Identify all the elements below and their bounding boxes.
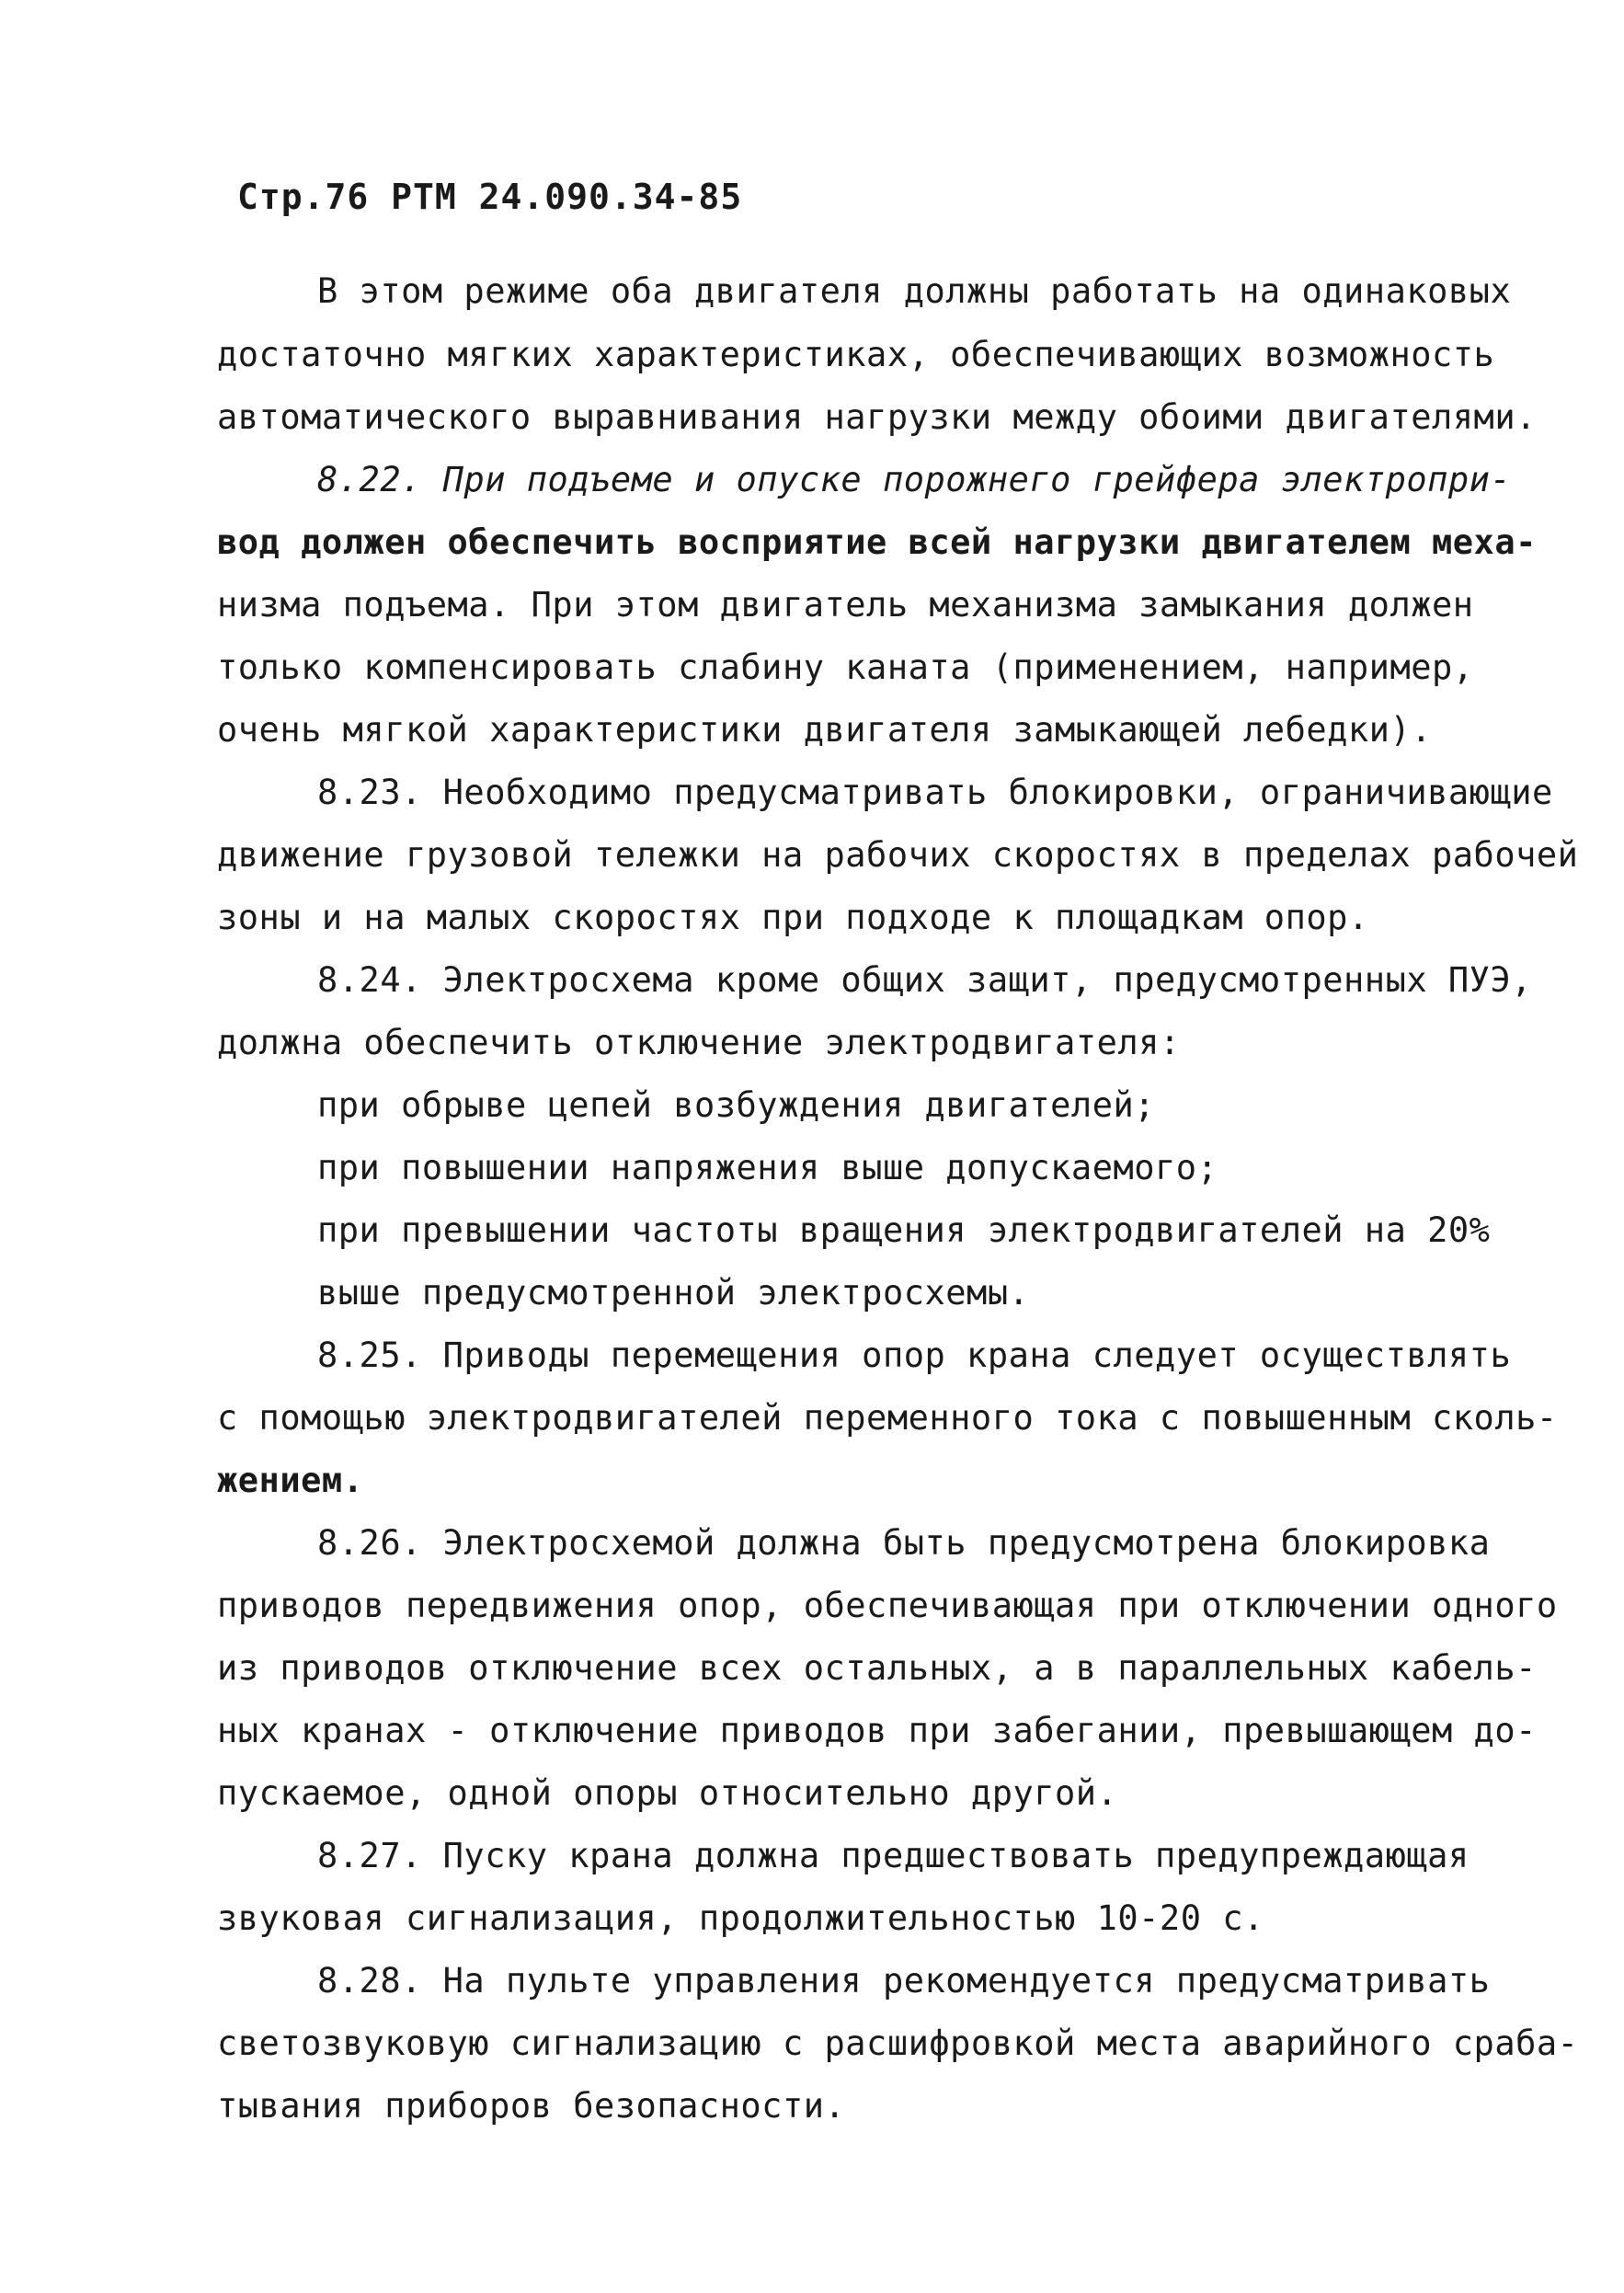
- text-line: звуковая сигнализация, продолжительностью 10-20 с.: [217, 1898, 1264, 1938]
- text-line: тывания приборов безопасности.: [217, 2086, 846, 2126]
- text-line: только компенсировать слабину каната (применением, например,: [217, 648, 1474, 687]
- text-line: зоны и на малых скоростях при подходе к площадкам опор.: [217, 898, 1369, 937]
- text-line: 8.25. Приводы перемещения опор крана следует осуществлять: [317, 1336, 1512, 1375]
- text-line: 8.22. При подъеме и опуске порожнего грейфера электропри-: [317, 460, 1512, 499]
- text-line: В этом режиме оба двигателя должны работать на одинаковых: [317, 271, 1512, 311]
- text-line: 8.23. Необходимо предусматривать блокировки, ограничивающие: [317, 773, 1553, 812]
- text-line: жением.: [217, 1461, 364, 1500]
- page-header: Стр.76 РТМ 24.090.34-85: [237, 177, 743, 217]
- text-line: 8.28. На пульте управления рекомендуется предусматривать: [317, 1961, 1491, 2001]
- text-line: светозвуковую сигнализацию с расшифровкой места аварийного сраба-: [217, 2024, 1579, 2063]
- text-line: очень мягкой характеристики двигателя замыкающей лебедки).: [217, 710, 1433, 750]
- text-line: вод должен обеспечить восприятие всей нагрузки двигателем меха-: [217, 522, 1537, 562]
- text-line: 8.26. Электросхемой должна быть предусмотрена блокировка: [317, 1523, 1491, 1563]
- text-line: достаточно мягких характеристиках, обеспечивающих возможность: [217, 335, 1495, 374]
- text-line: должна обеспечить отключение электродвигателя:: [217, 1023, 1181, 1062]
- text-line: ных кранах - отключение приводов при забегании, превышающем до-: [217, 1711, 1537, 1750]
- text-line: низма подъема. При этом двигатель механизма замыкания должен: [217, 585, 1474, 625]
- text-line: из приводов отключение всех остальных, а в параллельных кабель-: [217, 1648, 1537, 1688]
- text-line: при обрыве цепей возбуждения двигателей;: [317, 1085, 1156, 1125]
- text-line: выше предусмотренной электросхемы.: [317, 1273, 1030, 1313]
- text-line: движение грузовой тележки на рабочих скоростях в пределах рабочей: [217, 835, 1579, 875]
- text-line: с помощью электродвигателей переменного тока с повышенным сколь-: [217, 1398, 1558, 1438]
- text-line: 8.24. Электросхема кроме общих защит, предусмотренных ПУЭ,: [317, 960, 1533, 1000]
- text-line: пускаемое, одной опоры относительно другой.: [217, 1773, 1118, 1813]
- text-line: при превышении частоты вращения электродвигателей на 20%: [317, 1210, 1491, 1250]
- text-line: 8.27. Пуску крана должна предшествовать предупреждающая: [317, 1836, 1470, 1875]
- text-line: при повышении напряжения выше допускаемого;: [317, 1148, 1218, 1187]
- text-line: приводов передвижения опор, обеспечивающая при отключении одного: [217, 1586, 1558, 1625]
- text-line: автоматического выравнивания нагрузки между обоими двигателями.: [217, 397, 1537, 437]
